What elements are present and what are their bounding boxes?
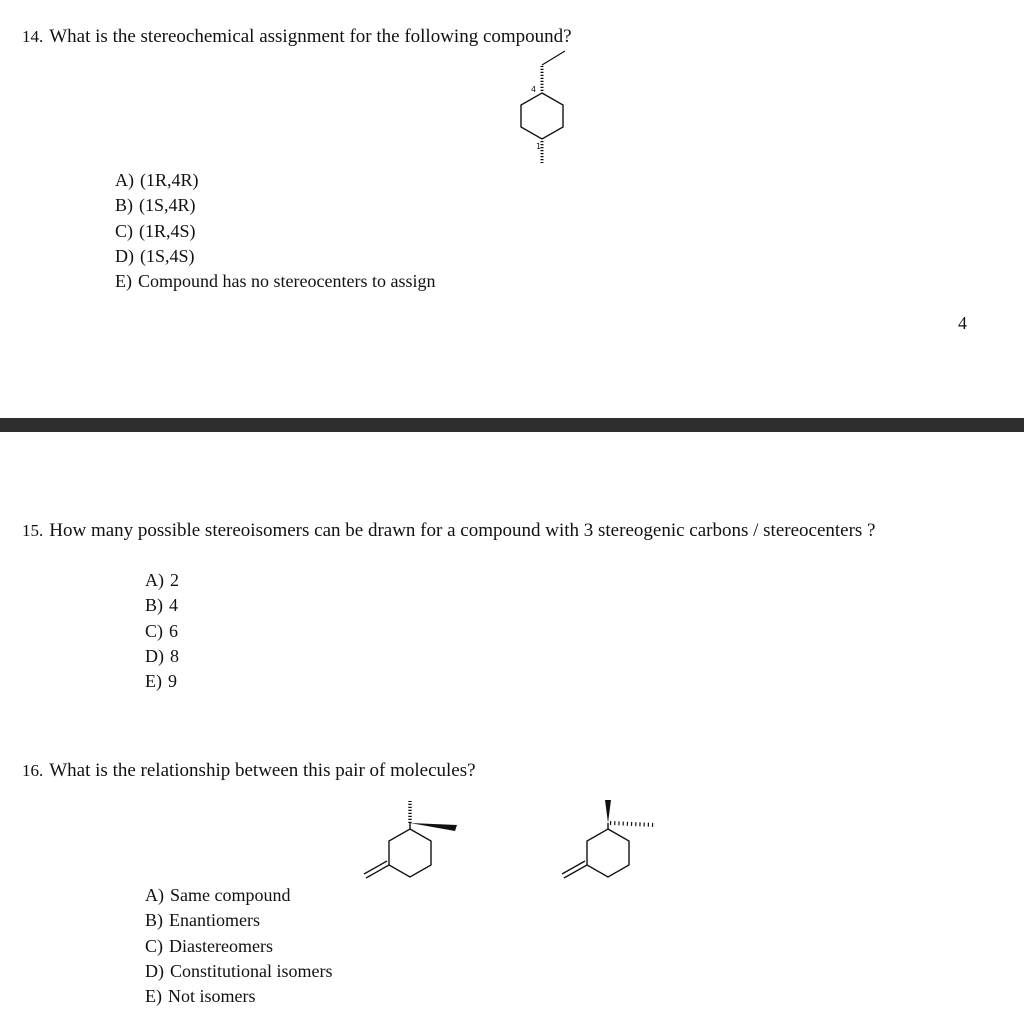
answer-choice-e[interactable] (115, 269, 435, 294)
question-number: 15. (22, 521, 44, 540)
choice-text: (1S,4R) (139, 195, 196, 216)
answer-choice-e[interactable] (145, 984, 333, 1009)
question-15-title (22, 520, 876, 542)
choice-letter: E) (115, 271, 132, 292)
choice-letter: D) (145, 960, 164, 981)
answer-choice-c[interactable] (145, 934, 333, 959)
question-text: What is the relationship between this pair of molecules? (49, 760, 476, 781)
wedge-bond-methyl (410, 823, 457, 831)
choice-text: Constitutional isomers (170, 960, 333, 981)
q16-answer-choices (145, 883, 333, 1009)
choice-text: (1R,4R) (140, 170, 199, 190)
atom-label-4: 4 (531, 85, 537, 94)
question-number: 16. (22, 761, 44, 780)
q16-molecule-right (556, 795, 666, 885)
choice-letter: A) (145, 885, 164, 905)
q14-cyclohexane-structure (510, 48, 580, 173)
choice-text: 6 (169, 620, 178, 641)
q15-answer-choices (145, 568, 179, 694)
cyclohexane-ring (521, 93, 563, 139)
choice-text: Diastereomers (169, 935, 273, 956)
choice-letter: E) (145, 986, 162, 1007)
choice-text: (1R,4S) (139, 220, 196, 241)
choice-letter: B) (145, 595, 163, 616)
question-text: How many possible stereoisomers can be drawn for a compound with 3 stereogenic carbons / stereocenters ? (49, 520, 876, 541)
cyclohexane-ring (389, 829, 431, 877)
answer-choice-e[interactable] (145, 669, 179, 694)
choice-text: Same compound (170, 885, 291, 905)
choice-letter: B) (145, 910, 163, 931)
choice-letter: E) (145, 671, 162, 692)
choice-letter: D) (145, 645, 164, 666)
choice-letter: A) (115, 170, 134, 190)
ethyl-bond (542, 51, 565, 65)
answer-choice-a[interactable] (115, 168, 435, 193)
question-number: 14. (22, 27, 44, 46)
choice-letter: D) (115, 245, 134, 266)
answer-choice-a[interactable] (145, 568, 179, 593)
choice-text: 4 (169, 595, 178, 616)
choice-text: Not isomers (168, 986, 256, 1007)
answer-choice-a[interactable] (145, 883, 333, 908)
answer-choice-b[interactable] (145, 593, 179, 618)
question-16-title (22, 760, 476, 782)
answer-choice-c[interactable] (115, 219, 435, 244)
wedge-bond-methyl (605, 800, 611, 823)
choice-letter: B) (115, 195, 133, 216)
choice-letter: C) (145, 620, 163, 641)
choice-text: (1S,4S) (140, 245, 195, 266)
choice-letter: A) (145, 570, 164, 590)
choice-text: Enantiomers (169, 910, 260, 931)
choice-text: Compound has no stereocenters to assign (138, 271, 436, 292)
answer-choice-d[interactable] (145, 644, 179, 669)
choice-text: 2 (170, 570, 179, 590)
page-break-bar (0, 418, 1024, 432)
choice-letter: C) (115, 220, 133, 241)
page-number: 4 (958, 313, 967, 333)
answer-choice-d[interactable] (145, 959, 333, 984)
hashed-bond-methyl (610, 823, 656, 825)
choice-text: 9 (168, 671, 177, 692)
answer-choice-b[interactable] (145, 908, 333, 933)
answer-choice-c[interactable] (145, 619, 179, 644)
answer-choice-b[interactable] (115, 193, 435, 218)
q14-answer-choices (115, 168, 435, 294)
atom-label-1: 1 (536, 142, 542, 151)
question-14-title (22, 26, 572, 48)
q16-molecule-left (360, 795, 470, 885)
answer-choice-d[interactable] (115, 244, 435, 269)
choice-letter: C) (145, 935, 163, 956)
choice-text: 8 (170, 645, 179, 666)
cyclohexane-ring (587, 829, 629, 877)
question-text: What is the stereochemical assignment for the following compound? (49, 26, 572, 47)
